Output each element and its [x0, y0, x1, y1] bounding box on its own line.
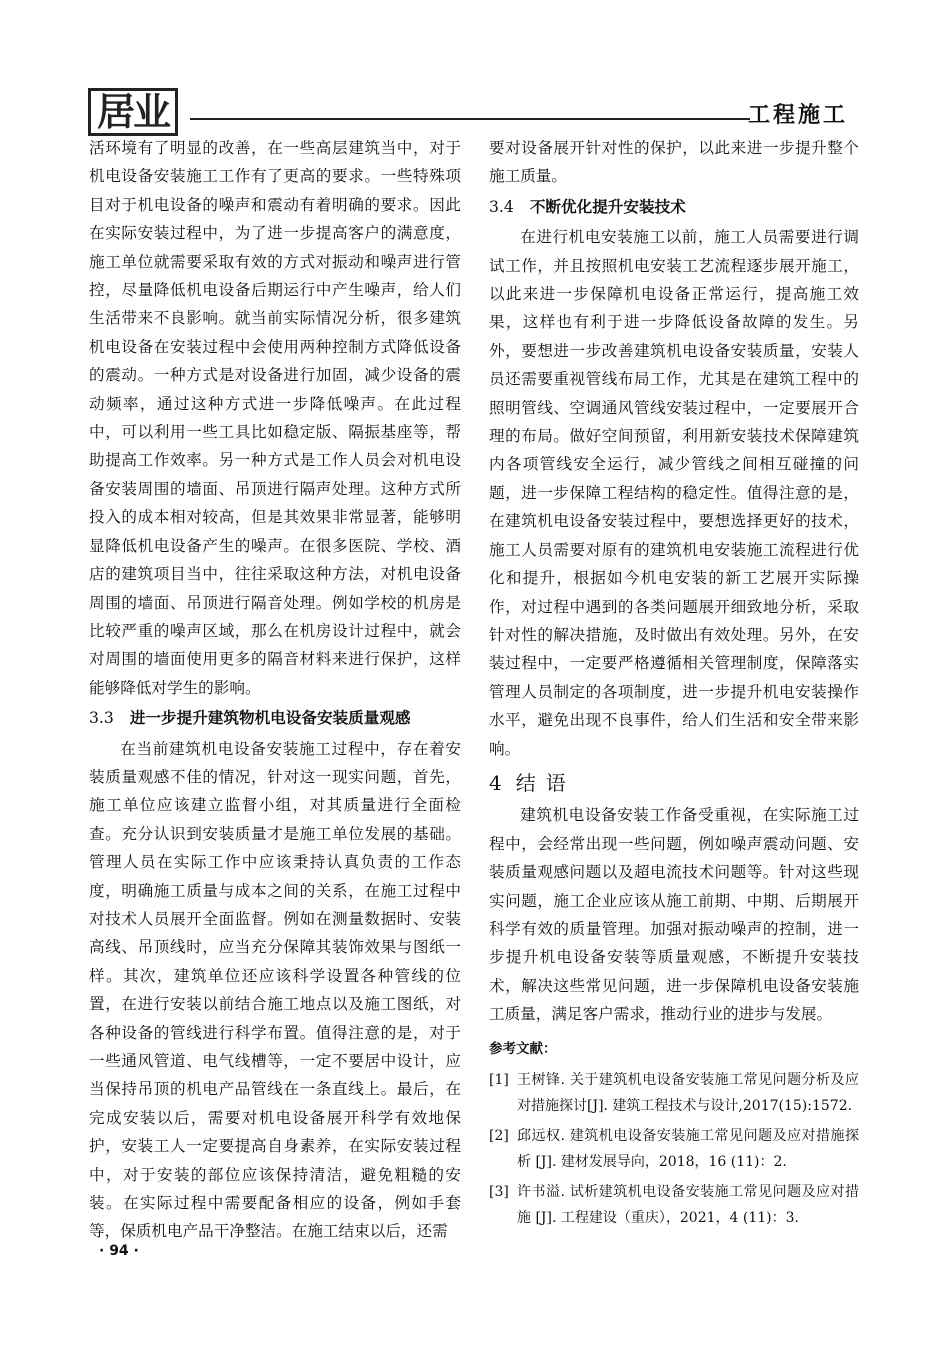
section-label: 工程施工 — [748, 103, 849, 128]
heading-title: 进一步提升建筑物机电设备安装质量观感 — [129, 709, 411, 728]
body-paragraph: 要对设备展开针对性的保护，以此来进一步提升整个施工质量。 — [489, 139, 859, 186]
body-paragraph: 在进行机电安装施工以前，施工人员需要进行调试工作，并且按照机电安装工艺流程逐步展开施工，以此来进一步保障机电设备正常运行，提高施工效果，这样也有利于进一步降低设备故障的发生。另外，要想进一步改善建筑机电设备安装质量，安装人员还需要重视管线布局工作，尤其是在建筑工程中的照明管线、空调通风管线安装过程中，一定要展开合理的布局。做好空间预留，利用新安装技术保障建筑内各项管线安全运行，减少管线之间相互碰撞的问题，进一步保障工程结构的稳定性。值得注意的是，在建筑机电设备安装过程中，要想选择更好的技术，施工人员需要对原有的建筑机电安装施工流程进行优化和提升，根据如今机电安装的新工艺展开实际操作，对过程中遇到的各类问题展开细致地分析，采取针对性的解决措施，及时做出有效处理。另外，在安装过程中，一定要严格遵循相关管理制度，保障落实管理人员制定的各项制度，进一步提升机电安装操作水平，避免出现不良事件，给人们生活和安全带来影响。 — [489, 228, 859, 758]
body-paragraph: 活环境有了明显的改善，在一些高层建筑当中，对于机电设备安装施工工作有了更高的要求。一些特殊项目对于机电设备的噪声和震动有着明确的要求。因此在实际安装过程中，为了进一步提高客户的满意度，施工单位就需要采取有效的方式对振动和噪声进行管控，尽量降低机电设备后期运行中产生噪声，给人们生活带来不良影响。就当前实际情况分析，很多建筑机电设备在安装过程中会使用两种控制方式降低设备的震动。一种方式是对设备进行加固，减少设备的震动频率，通过这种方式进一步降低噪声。在此过程中，可以利用一些工具比如稳定版、隔振基座等，帮助提高工作效率。另一种方式是工作人员会对机电设备安装周围的墙面、吊顶进行隔声处理。这种方式所投入的成本相对较高，但是其效果非常显著，能够明显降低机电设备产生的噪声。在很多医院、学校、酒店的建筑项目当中，往往采取这种方法，对机电设备周围的墙面、吊顶进行隔音处理。例如学校的机房是比较严重的噪声区域，那么在机房设计过程中，就会对周围的墙面使用更多的隔音材料来进行保护，这样能够降低对学生的影响。 — [89, 139, 461, 697]
body-paragraph: 在当前建筑机电设备安装施工过程中，存在着安装质量观感不佳的情况，针对这一现实问题，首先，施工单位应该建立监督小组，对其质量进行全面检查。充分认识到安装质量才是施工单位发展的基础。管理人员在实际工作中应该秉持认真负责的工作态度，明确施工质量与成本之间的关系，在施工过程中对技术人员展开全面监督。例如在测量数据时、安装高线、吊顶线时，应当充分保障其装饰效果与图纸一样。其次，建筑单位还应该科学设置各种管线的位置，在进行安装以前结合施工地点以及施工图纸，对各种设备的管线进行科学布置。值得注意的是，对于一些通风管道、电气线槽等，一定不要居中设计，应当保持吊顶的机电产品管线在一条直线上。最后，在完成安装以后，需要对机电设备展开科学有效地保护，安装工人一定要提高自身素养，在实际安装过程中，对于安装的部位应该保持清洁，避免粗糙的安装。在实际过程中需要配备相应的设备，例如手套等，保质机电产品干净整洁。在施工结束以后，还需 — [89, 739, 461, 1241]
references-list — [489, 1067, 859, 1231]
reference-text: 王树锋. 关于建筑机电设备安装施工常见问题分析及应对措施探讨[J]. 建筑工程技术与设计,2017(15):1572. — [517, 1072, 859, 1114]
reference-index: [3] — [489, 1184, 509, 1200]
heading-title: 不断优化提升安装技术 — [529, 197, 686, 216]
section-heading-4 — [489, 769, 859, 797]
logo-text: 居业 — [88, 88, 178, 136]
reference-item — [489, 1067, 859, 1119]
section-heading-3-4 — [489, 193, 859, 221]
reference-text: 许书溢. 试析建筑机电设备安装施工常见问题及应对措施 [J]. 工程建设（重庆），2021，4 (11)：3. — [517, 1184, 859, 1226]
header-rule — [190, 118, 750, 120]
heading-number: 3.4 — [489, 197, 514, 216]
heading-number: 3.3 — [89, 709, 114, 728]
section-heading-3-3 — [89, 704, 461, 732]
reference-text: 邱远权. 建筑机电设备安装施工常见问题及应对措施探析 [J]. 建材发展导向，2018，16 (11)：2. — [517, 1128, 859, 1170]
page-header — [0, 0, 950, 140]
reference-index: [1] — [489, 1072, 509, 1088]
references-title: 参考文献： — [489, 1040, 557, 1057]
reference-item — [489, 1123, 859, 1175]
heading-title: 结语 — [515, 770, 576, 795]
right-column — [489, 134, 859, 1235]
reference-index: [2] — [489, 1128, 509, 1144]
body-paragraph: 建筑机电设备安装工作备受重视，在实际施工过程中，会经常出现一些问题，例如噪声震动问题、安装质量观感问题以及超电流技术问题等。针对这些现实问题，施工企业应该从施工前期、中期、后期展开科学有效的质量管理。加强对振动噪声的控制，进一步提升机电设备安装等质量观感，不断提升安装技术，解决这些常见问题，进一步保障机电设备安装施工质量，满足客户需求，推动行业的进步与发展。 — [489, 806, 859, 1024]
journal-logo — [88, 88, 178, 136]
page-number: · 94 · — [99, 1243, 139, 1259]
reference-item — [489, 1179, 859, 1231]
heading-number: 4 — [489, 770, 512, 795]
left-column — [89, 134, 461, 1246]
